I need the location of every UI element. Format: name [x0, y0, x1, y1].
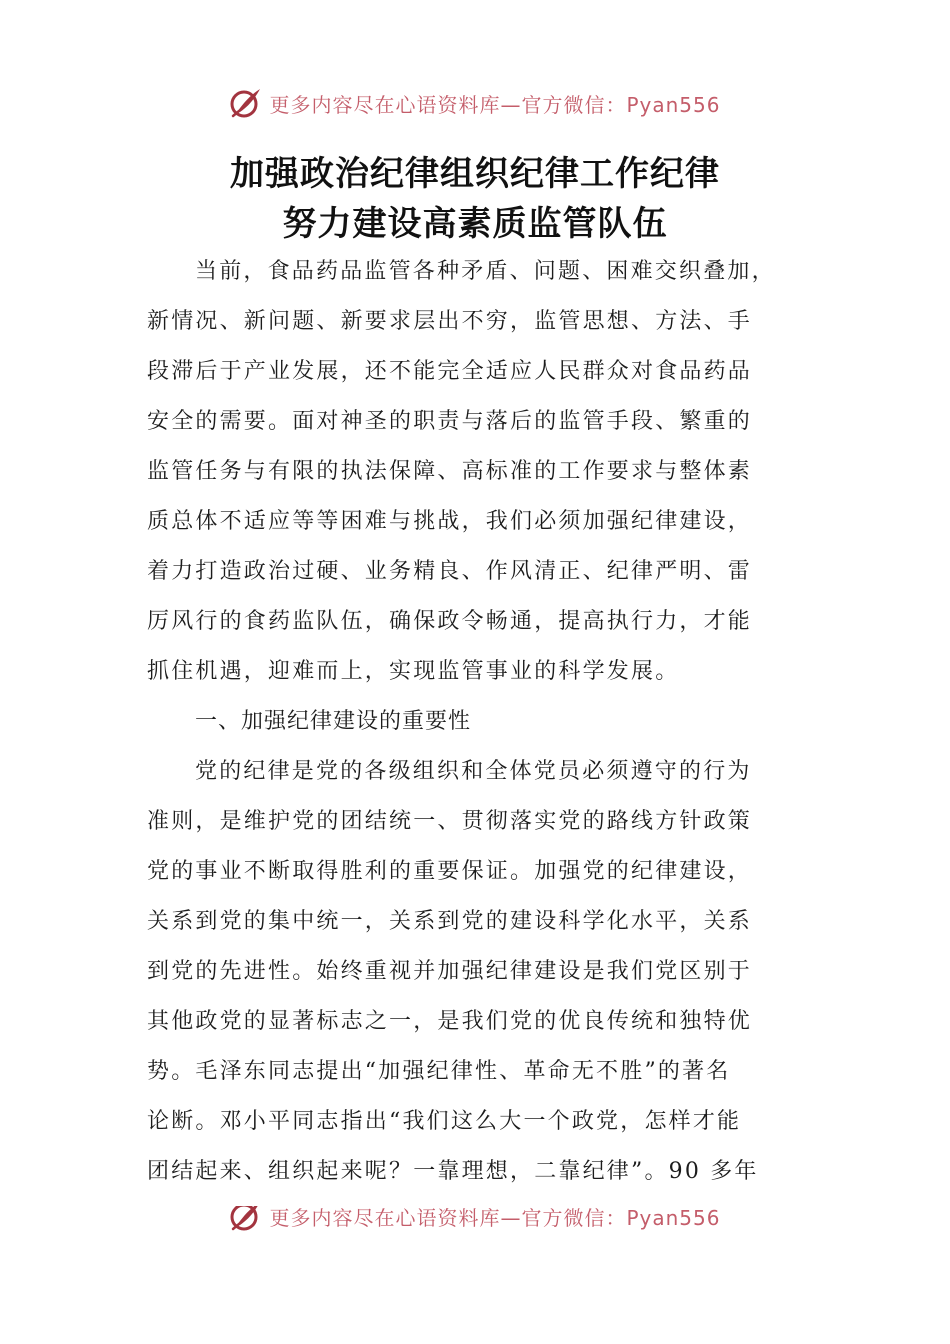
paragraph-line: 关系到党的集中统一，关系到党的建设科学化水平，关系: [147, 909, 753, 934]
paragraph-line: 论断。邓小平同志指出“我们这么大一个政党，怎样才能: [147, 1109, 742, 1134]
paragraph-line: 其他政党的显著标志之一，是我们党的优良传统和独特优: [147, 1009, 753, 1034]
paragraph-line: 质总体不适应等等困难与挑战，我们必须加强纪律建设，: [147, 509, 753, 534]
paragraph-line: 党的事业不断取得胜利的重要保证。加强党的纪律建设，: [147, 859, 753, 884]
paragraph-line: 安全的需要。面对神圣的职责与落后的监管手段、繁重的: [147, 409, 753, 434]
watermark-text: 更多内容尽在心语资料库—官方微信：Pyan556: [269, 1206, 721, 1230]
footer-watermark-banner: [0, 1206, 950, 1238]
section-heading: 一、加强纪律建设的重要性: [195, 709, 472, 734]
watermark-text: 更多内容尽在心语资料库—官方微信：Pyan556: [269, 92, 721, 117]
paragraph-line: 着力打造政治过硬、业务精良、作风清正、纪律严明、雷: [147, 559, 753, 584]
document-body: [147, 252, 807, 1202]
paragraph-line: 团结起来、组织起来呢？一靠理想，二靠纪律”。90 多年: [147, 1159, 759, 1184]
paragraph-line: 到党的先进性。始终重视并加强纪律建设是我们党区别于: [147, 959, 753, 984]
paragraph-line: 监管任务与有限的执法保障、高标准的工作要求与整体素: [147, 459, 753, 484]
paragraph-line: 准则，是维护党的团结统一、贯彻落实党的路线方针政策: [147, 809, 753, 834]
quill-logo-icon: [229, 86, 263, 120]
quill-logo-icon: [229, 1206, 263, 1233]
paragraph-line: 抓住机遇，迎难而上，实现监管事业的科学发展。: [147, 659, 680, 684]
document-title-line-1: 加强政治纪律组织纪律工作纪律: [230, 154, 720, 194]
paragraph-line: 当前，食品药品监管各种矛盾、问题、困难交织叠加，: [195, 259, 776, 284]
paragraph-line: 新情况、新问题、新要求层出不穷，监管思想、方法、手: [147, 309, 753, 334]
paragraph-line: 段滞后于产业发展，还不能完全适应人民群众对食品药品: [147, 359, 753, 384]
document-title-line-2: 努力建设高素质监管队伍: [282, 204, 668, 244]
paragraph-line: 厉风行的食药监队伍，确保政令畅通，提高执行力，才能: [147, 609, 753, 634]
header-watermark-banner: [0, 84, 950, 122]
paragraph-line: 势。毛泽东同志提出“加强纪律性、革命无不胜”的著名: [147, 1059, 731, 1084]
paragraph-line: 党的纪律是党的各级组织和全体党员必须遵守的行为: [195, 759, 752, 784]
